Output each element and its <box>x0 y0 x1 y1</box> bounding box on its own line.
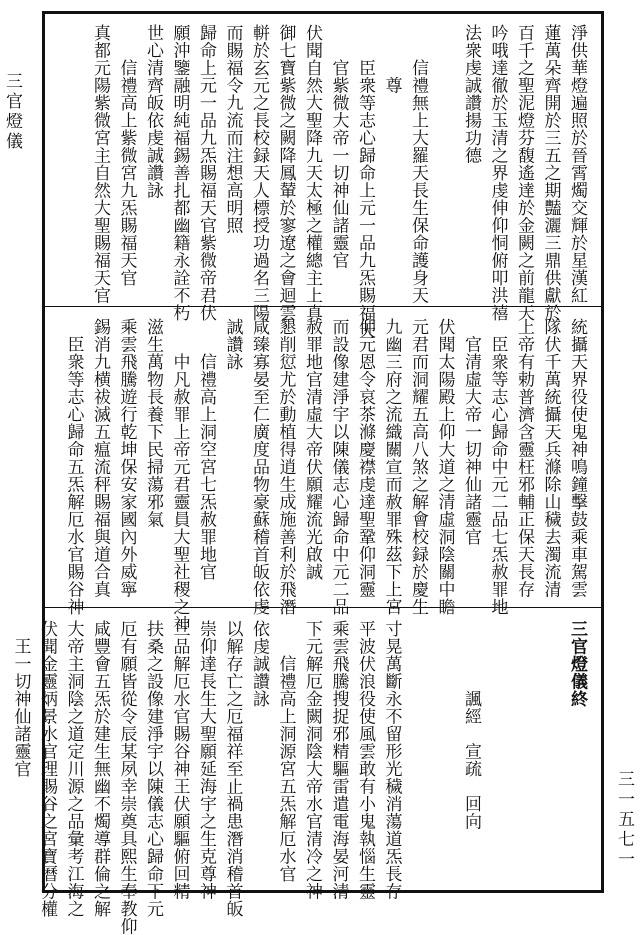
text-column: 依虔誠讚詠 <box>249 620 269 708</box>
text-column: 法衆虔誠讚揚功德 <box>461 24 481 164</box>
text-band-3 <box>10 610 601 935</box>
text-column: 平波伏浪役使風雲敢有小鬼執惱生靈 <box>355 620 375 900</box>
text-column: 元君而洞耀五高八煞之解會校録於慶生 <box>408 318 428 616</box>
text-column: 九幽三府之流織關宣而赦罪殊茲下上宮 <box>381 318 402 616</box>
text-column: 仰元恩令哀茶滌慶襟虔達聖鞏仰洞靈 <box>355 318 375 598</box>
text-column: 而賜福令九流而注想高明照 <box>222 24 243 234</box>
text-column: 上帝有勅普濟含靈枉邪輔正保天長存 <box>514 318 534 598</box>
text-column: 真都元陽紫微宮主自然大聖賜福天官 <box>90 24 110 304</box>
text-column: 御七寶紫微之闕降鳳輦於寥遼之會迴雲 <box>275 24 296 322</box>
text-column <box>537 620 563 882</box>
text-column: 伏聞太陽殿上仰大道之清虛洞陰關中瞻 <box>434 318 455 616</box>
text-column: 諷經 宣疏 回向 <box>461 620 481 830</box>
text-column: 吟哦達徹於玉清之界虔伸仰恫俯叩洪禧 <box>487 24 508 322</box>
text-column: 懇削愆尤於動植得逍生成施善利於飛潛 <box>275 318 296 616</box>
text-column: 中凡赦罪上帝元君靈員大聖社稷之神 <box>169 318 190 633</box>
text-column: 歸命上元一品九炁賜福天官紫微帝君伏 <box>196 24 216 322</box>
text-column: 世心清齊皈依虔誠讚詠 <box>143 24 163 199</box>
text-column: 信禮無上大羅天長生保命護身天 <box>408 24 428 304</box>
text-column: 臣衆等志心歸命上元一品九炁賜福天 <box>355 24 375 339</box>
text-column: 而設像建淨宇以陳儀志心歸命中元二品 <box>328 318 349 616</box>
text-column: 臣衆等志心歸命中元二品七炁赦罪地 <box>487 318 508 616</box>
text-column <box>431 24 457 298</box>
text-column: 大帝主洞陰之道定川源之品彙考江海之 <box>63 620 84 918</box>
text-column: 蓮萬朵齊開於三五之期豔灑三鼎供獻於 <box>540 24 561 322</box>
text-column: 百千之聖泥燈芬馥遙達於金闕之前龍天 <box>514 24 534 322</box>
text-band-1 <box>45 14 601 339</box>
text-column: 誠讚詠 <box>222 318 243 371</box>
text-column: 咸臻寡晏至仁廣度品物豪蘇稽首皈依虔 <box>249 318 269 616</box>
text-column: 淨供華燈遍照於晉霄燭交輝於星漢紅 <box>567 24 587 304</box>
text-band-2 <box>45 308 601 633</box>
text-column: 官紫微大帝一切神仙諸靈官 <box>328 24 349 269</box>
text-column: 錫消九横祓滅五瘟流秤賜福與道合真 <box>90 318 110 598</box>
side-margin-book-title: 三官燈儀 <box>2 72 22 152</box>
text-column: 乘雲飛騰遊行乾坤保安家國內外威寧 <box>116 318 137 598</box>
text-column: 尊 <box>381 24 402 94</box>
text-column: 伏聞金靈炳景水官理賜谷之宮寶曆分權 <box>37 620 57 918</box>
text-column <box>431 620 457 882</box>
text-column: 王一切神仙諸靈官 <box>10 620 31 778</box>
text-column: 軿於玄元之長校録天人標授功過名三陽 <box>249 24 269 322</box>
text-column: 臣衆等志心歸命五炁解厄水官賜谷神 <box>63 318 84 616</box>
text-column: 崇仰達長生大聖願延海宇之生克尊神 <box>196 620 216 900</box>
text-column: 乘雲飛騰搜捉邪精驅雷遣電海晏河清 <box>328 620 349 900</box>
text-column: 伏聞自然大聖降九天太極之權總主上真 <box>302 24 322 322</box>
text-column: 扶桑之設像建淨宇以陳儀志心歸命下元 <box>143 620 163 918</box>
text-column: 寸晃萬斷永不留形光穢消蕩道炁長存 <box>381 620 402 900</box>
text-column: 官清虛大帝一切神仙諸靈官 <box>461 318 481 546</box>
text-column <box>484 620 510 882</box>
page-frame <box>10 11 604 935</box>
text-column: 信禮高上洞源宮五炁解厄水官 <box>275 620 296 883</box>
text-column: 願沖鑒融明純福錫善扎都幽籍永詮不朽 <box>169 24 190 322</box>
text-column: 統攝天界役使鬼神鳴鐘擊鼓乘車駕雲 <box>567 318 587 598</box>
text-column: 三品解厄水官賜谷神王伏願驅俯回精 <box>169 620 190 900</box>
text-column <box>511 620 537 882</box>
text-column: 信禮高上紫微宮九炁賜福天官 <box>116 24 137 287</box>
text-column: 下元解厄金闕洞陰大帝水官清冷之神 <box>302 620 322 900</box>
text-column: 厄有願皆從令辰某夙幸崇奠具熙生奉教仰 <box>116 620 137 935</box>
text-column: 以解存亡之厄福祥至止禍患潛消稽首皈 <box>222 620 243 918</box>
text-column <box>405 620 431 882</box>
text-column: 信禮高上洞空宮七炁赦罪地官 <box>196 318 216 581</box>
text-column: 咸豐會五炁於建生無幽不燭導群倫之解 <box>90 620 110 918</box>
side-margin-page-number: 三一五七一 <box>614 770 634 870</box>
text-column: 赦罪地官清虛大帝伏願耀流光啟誠 <box>302 318 322 581</box>
text-column: 三官燈儀終 <box>567 620 587 708</box>
text-column: 隊伏千萬統攝天兵滌除山穢去濁流清 <box>540 318 561 598</box>
text-column: 滋生萬物長養下民掃蕩邪氣 <box>143 318 163 528</box>
